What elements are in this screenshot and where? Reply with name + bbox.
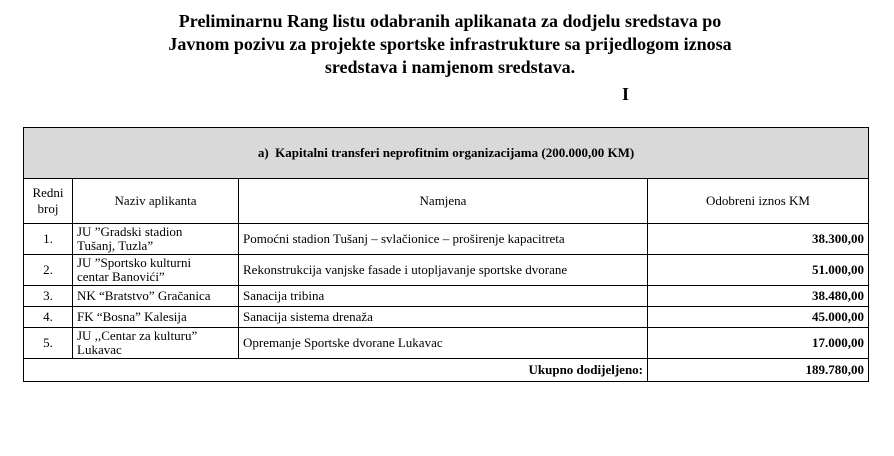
applicant-name-line1: NK “Bratstvo” Gračanica	[77, 288, 211, 303]
header-name: Naziv aplikanta	[73, 179, 239, 224]
header-row	[24, 179, 869, 224]
header-amount: Odobreni iznos KM	[648, 179, 869, 224]
title-line-3: sredstava i namjenom sredstava.	[324, 57, 576, 77]
category-cell	[24, 128, 869, 179]
row-number: 3.	[24, 286, 73, 307]
header-num-line2: broj	[37, 201, 59, 216]
applicant-name	[73, 328, 239, 359]
purpose: Sanacija tribina	[239, 286, 648, 307]
document-title	[0, 10, 894, 79]
total-label: Ukupno dodijeljeno:	[24, 359, 648, 382]
total-amount: 189.780,00	[648, 359, 869, 382]
table-row	[24, 328, 869, 359]
applicant-name-line1: JU ”Sportsko kulturni	[77, 255, 192, 270]
table-row	[24, 255, 869, 286]
title-line-2: Javnom pozivu za projekte sportske infrastrukture sa prijedlogom iznosa	[168, 34, 732, 54]
applicant-name-line2: Tušanj, Tuzla”	[77, 238, 154, 253]
approved-amount: 45.000,00	[648, 307, 869, 328]
applicant-name	[73, 224, 239, 255]
approved-amount: 38.480,00	[648, 286, 869, 307]
header-num-line1: Redni	[32, 185, 64, 200]
category-row	[24, 128, 869, 179]
row-number: 5.	[24, 328, 73, 359]
approved-amount: 38.300,00	[648, 224, 869, 255]
allocation-table	[23, 127, 869, 382]
table-row	[24, 307, 869, 328]
section-number: I	[622, 84, 630, 104]
purpose: Opremanje Sportske dvorane Lukavac	[239, 328, 648, 359]
applicant-name-line1: FK “Bosna” Kalesija	[77, 309, 187, 324]
category-label: Kapitalni transferi neprofitnim organizacijama (200.000,00 KM)	[275, 145, 635, 160]
table-row	[24, 286, 869, 307]
applicant-name-line1: JU ”Gradski stadion	[77, 224, 183, 239]
title-line-1: Preliminarnu Rang listu odabranih aplikanata za dodjelu sredstava po	[178, 11, 722, 31]
approved-amount: 17.000,00	[648, 328, 869, 359]
applicant-name-line1: JU ,,Centar za kulturu”	[77, 328, 198, 343]
applicant-name-line2: Lukavac	[77, 342, 122, 357]
table-row	[24, 224, 869, 255]
approved-amount: 51.000,00	[648, 255, 869, 286]
row-number: 1.	[24, 224, 73, 255]
row-number: 4.	[24, 307, 73, 328]
category-marker: a)	[257, 145, 269, 160]
header-num	[24, 179, 73, 224]
applicant-name	[73, 255, 239, 286]
applicant-name	[73, 307, 239, 328]
header-purpose: Namjena	[239, 179, 648, 224]
row-number: 2.	[24, 255, 73, 286]
purpose: Sanacija sistema drenaža	[239, 307, 648, 328]
applicant-name	[73, 286, 239, 307]
applicant-name-line2: centar Banovići”	[77, 269, 165, 284]
purpose: Rekonstrukcija vanjske fasade i utopljavanje sportske dvorane	[239, 255, 648, 286]
purpose: Pomoćni stadion Tušanj – svlačionice – proširenje kapacitreta	[239, 224, 648, 255]
total-row	[24, 359, 869, 382]
